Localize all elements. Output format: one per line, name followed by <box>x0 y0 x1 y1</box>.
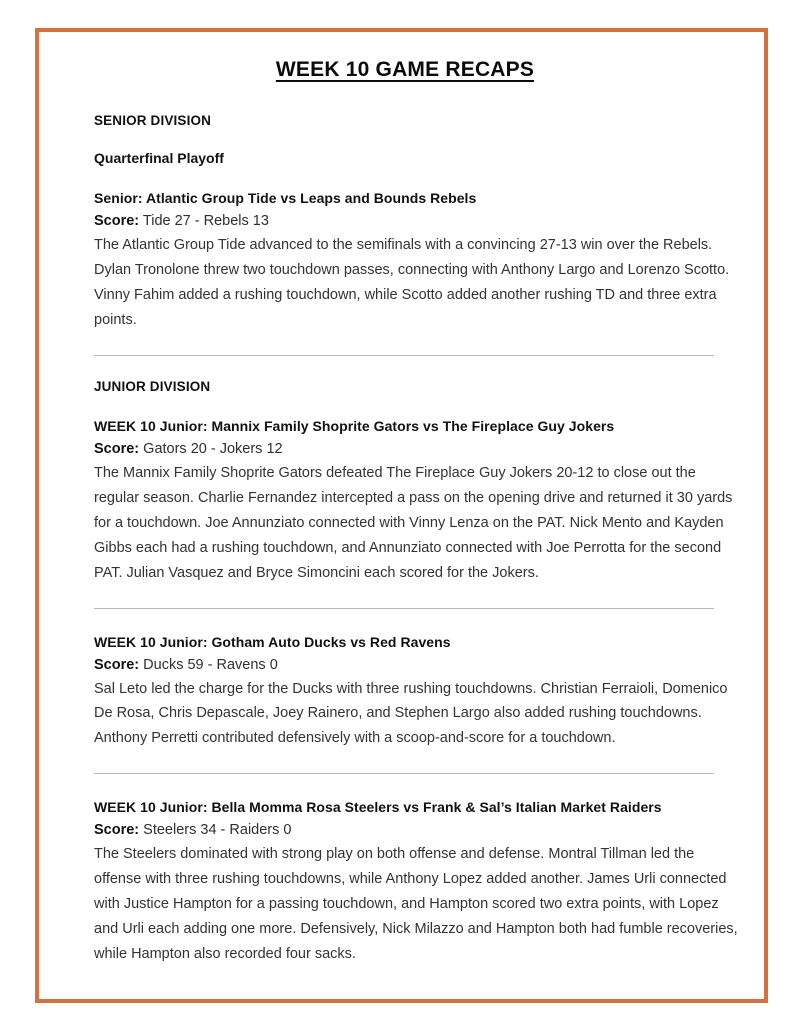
score-value: Steelers 34 - Raiders 0 <box>143 822 292 839</box>
game-title: WEEK 10 Junior: Mannix Family Shoprite Gators vs The Fireplace Guy Jokers <box>94 417 615 434</box>
section-divider <box>94 773 714 774</box>
document-content <box>94 58 742 989</box>
game-recap-senior-tide-rebels <box>94 188 742 333</box>
game-recap-text: Sal Leto led the charge for the Ducks with three rushing touchdowns. Christian Ferraioli, Domenico De Rosa, Chris Depascale, Joey Rainero, and Stephen Largo also added rushing touchdowns. Anthony Perretti contributed defensively with a scoop-and-score for a touchdown. <box>94 680 728 747</box>
page-border-frame <box>35 28 768 1003</box>
game-score <box>94 210 742 232</box>
score-value: Gators 20 - Jokers 12 <box>143 440 283 457</box>
game-score <box>94 438 742 460</box>
game-recap-text: The Steelers dominated with strong play on both offense and defense. Montral Tillman led the offense with three rushing touchdowns, while Anthony Lopez added another. James Urli connected with Justice Hampton for a passing touchdown, and Hampton scored two extra points, with Lopez and Urli each adding one more. Defensively, Nick Milazzo and Hampton both had fumble recoveries, while Hampton also recorded four sacks. <box>94 846 738 963</box>
game-recap-text: The Atlantic Group Tide advanced to the semifinals with a convincing 27-13 win over the Rebels. Dylan Tronolone threw two touchdown passes, connecting with Anthony Largo and Lorenzo Scotto. Vinny Fahim added a rushing touchdown, while Scotto added another rushing TD and three extra points. <box>94 237 730 328</box>
game-recap-junior-steelers-raiders <box>94 797 742 967</box>
page-title <box>94 58 742 82</box>
game-recap-junior-ducks-ravens <box>94 632 742 752</box>
game-recap-text: The Mannix Family Shoprite Gators defeated The Fireplace Guy Jokers 20-12 to close out the regular season. Charlie Fernandez intercepted a pass on the opening drive and returned it 30 yards for a touchdown. Joe Annunziato connected with Vinny Lenza on the PAT. Nick Mento and Kayden Gibbs each had a rushing touchdown, and Annunziato connected with Joe Perrotta for the second PAT. Julian Vasquez and Bryce Simoncini each scored for the Jokers. <box>94 464 733 581</box>
senior-division-heading: SENIOR DIVISION <box>94 113 212 128</box>
score-label: Score: <box>94 440 140 457</box>
page-title-text: WEEK 10 GAME RECAPS <box>275 58 535 81</box>
score-label: Score: <box>94 656 140 673</box>
game-title: Senior: Atlantic Group Tide vs Leaps and Bounds Rebels <box>94 190 477 206</box>
section-divider <box>94 355 714 356</box>
score-value: Ducks 59 - Ravens 0 <box>143 656 278 673</box>
score-label: Score: <box>94 213 140 229</box>
game-title: WEEK 10 Junior: Bella Momma Rosa Steelers vs Frank & Sal’s Italian Market Raiders <box>94 799 662 816</box>
junior-division-heading: JUNIOR DIVISION <box>94 378 211 394</box>
score-label: Score: <box>94 822 140 839</box>
section-divider <box>94 608 714 609</box>
game-score <box>94 819 742 841</box>
game-score <box>94 654 742 676</box>
game-title: WEEK 10 Junior: Gotham Auto Ducks vs Red Ravens <box>94 633 451 650</box>
game-recap-junior-gators-jokers <box>94 416 742 586</box>
senior-subheading-quarterfinal-playoff: Quarterfinal Playoff <box>94 150 224 166</box>
score-value: Tide 27 - Rebels 13 <box>142 213 269 229</box>
